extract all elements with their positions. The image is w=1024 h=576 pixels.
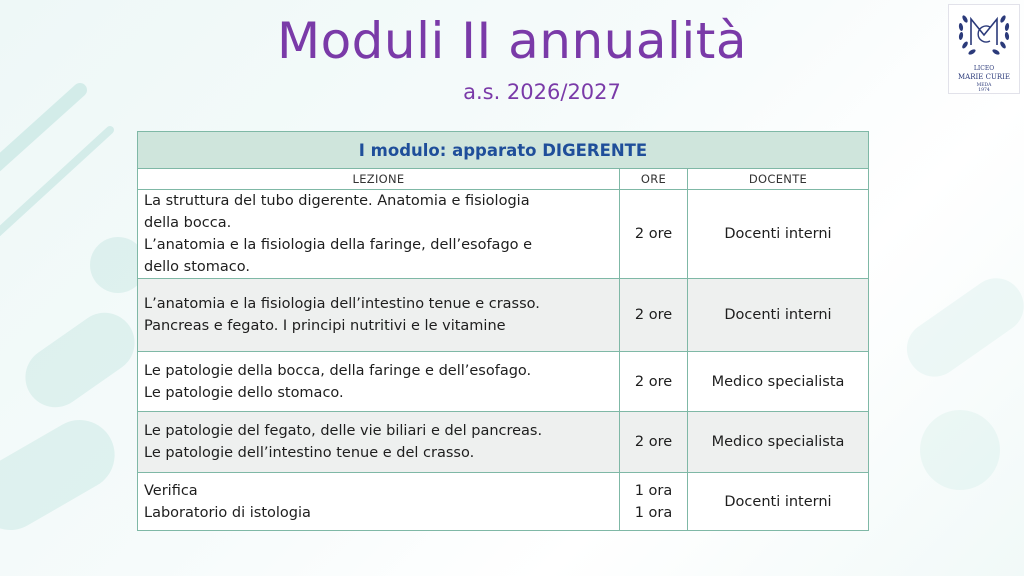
hours-cell: 2 ore: [620, 279, 688, 352]
table-row: [138, 279, 869, 352]
hours-cell: 2 ore: [620, 412, 688, 473]
teacher-cell: Medico specialista: [688, 412, 869, 473]
logo-text-place: MEDA 1974: [976, 83, 992, 93]
logo-text-name: MARIE CURIE: [958, 73, 1010, 81]
teacher-cell: Medico specialista: [688, 352, 869, 412]
lesson-cell: La struttura del tubo digerente. Anatomia e fisiologia della bocca. L’anatomia e la fisiologia della faringe, dell’esofago e dello stomaco.: [138, 190, 620, 279]
page-subtitle: a.s. 2026/2027: [463, 80, 621, 104]
hours-cell: 1 ora 1 ora: [620, 473, 688, 531]
module-table: [137, 131, 869, 531]
column-header-ore: ORE: [620, 169, 688, 190]
lesson-cell: Verifica Laboratorio di istologia: [138, 473, 620, 531]
table-row: [138, 412, 869, 473]
table-row: [138, 190, 869, 279]
hours-cell: 2 ore: [620, 190, 688, 279]
teacher-cell: Docenti interni: [688, 473, 869, 531]
marie-curie-laurel-logo-icon: [949, 5, 1019, 65]
column-header-docente: DOCENTE: [688, 169, 869, 190]
teacher-cell: Docenti interni: [688, 190, 869, 279]
table-row: [138, 473, 869, 531]
logo-text-liceo: LICEO: [973, 65, 995, 72]
module-title: I modulo: apparato DIGERENTE: [138, 132, 869, 169]
school-logo: [948, 4, 1020, 94]
table-row: [138, 352, 869, 412]
column-header-lezione: LEZIONE: [138, 169, 620, 190]
page-title: Moduli II annualità: [276, 12, 748, 70]
teacher-cell: Docenti interni: [688, 279, 869, 352]
lesson-cell: Le patologie del fegato, delle vie biliari e del pancreas. Le patologie dell’intestino tenue e del crasso.: [138, 412, 620, 473]
hours-cell: 2 ore: [620, 352, 688, 412]
lesson-cell: L’anatomia e la fisiologia dell’intestino tenue e crasso. Pancreas e fegato. I principi nutritivi e le vitamine: [138, 279, 620, 352]
lesson-cell: Le patologie della bocca, della faringe e dell’esofago. Le patologie dello stomaco.: [138, 352, 620, 412]
